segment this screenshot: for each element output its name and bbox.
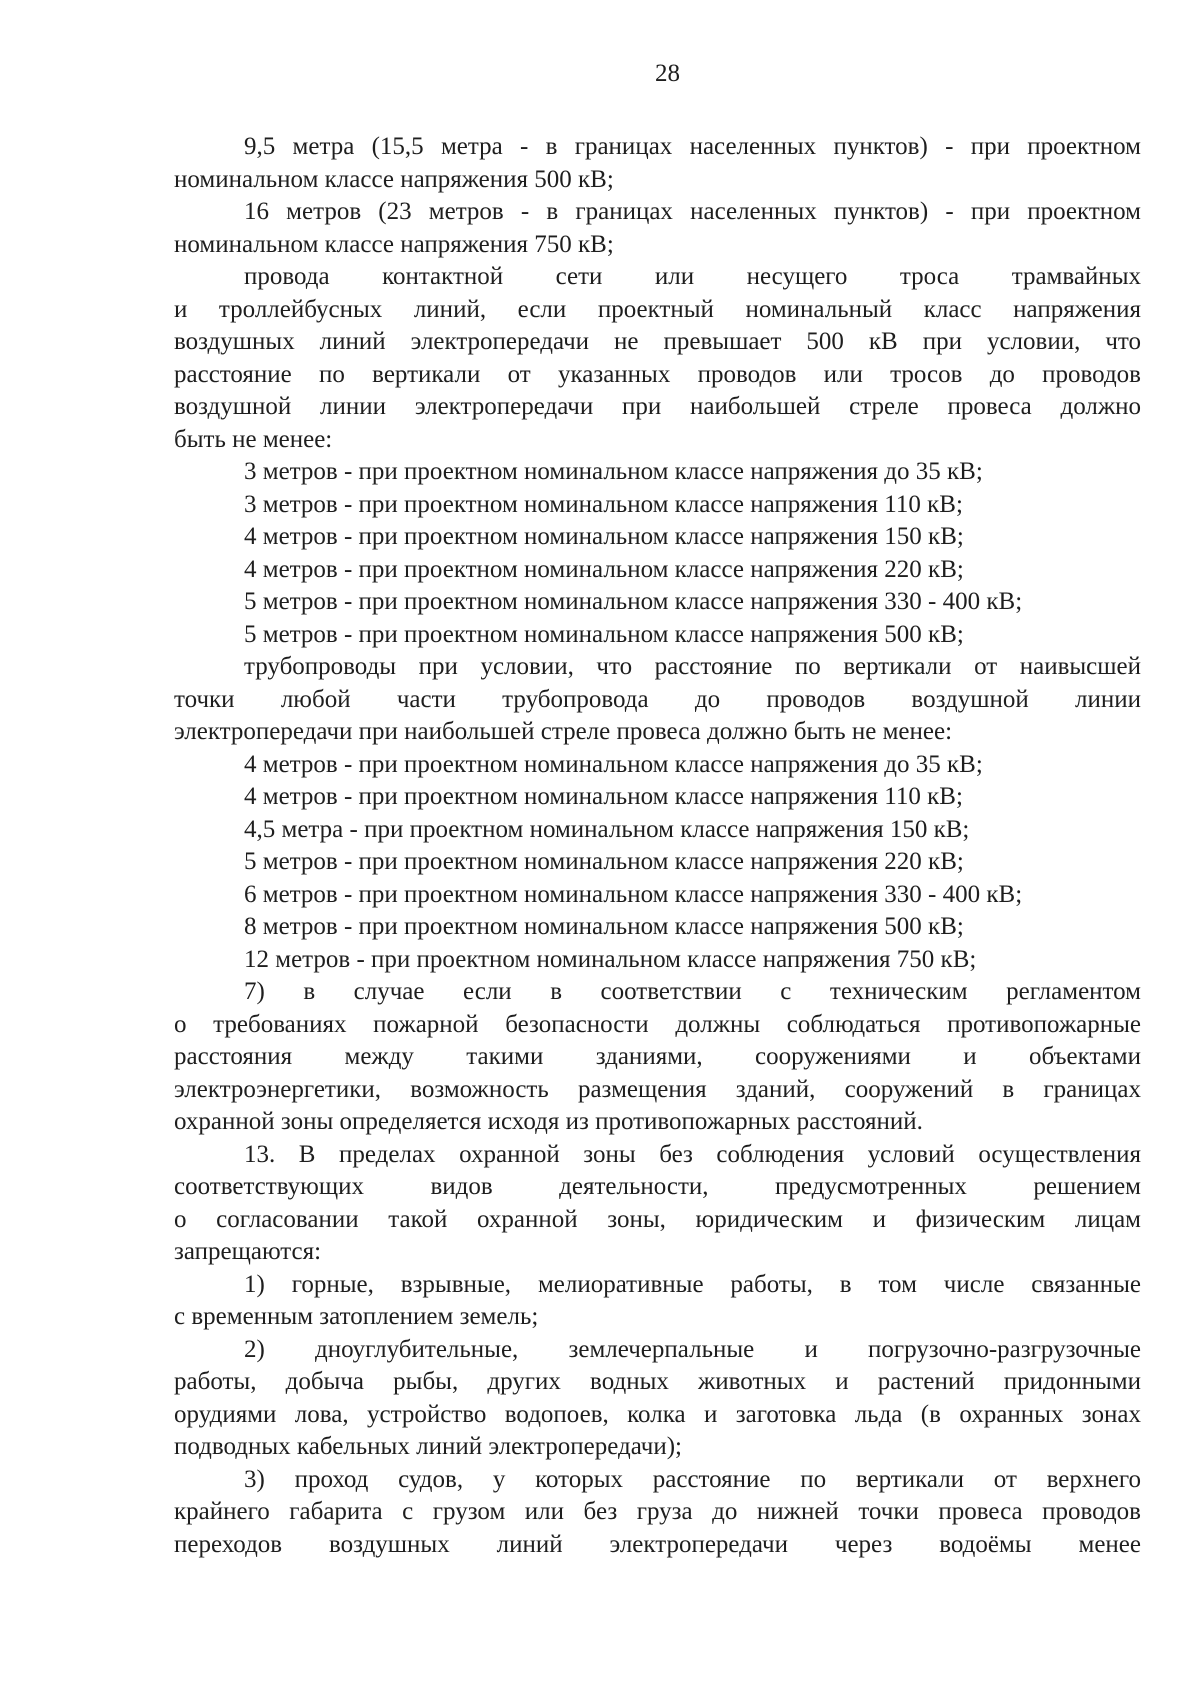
text-line: точки любой части трубопровода до проводов воздушной линии bbox=[174, 685, 1141, 713]
text-line: крайнего габарита с грузом или без груза до нижней точки провеса проводов bbox=[174, 1498, 1141, 1525]
text-line: и троллейбусных линий, если проектный номинальный класс напряжения bbox=[174, 295, 1141, 323]
text-line: 5 метров - при проектном номинальном классе напряжения 500 кВ; bbox=[244, 620, 964, 648]
text-line: работы, добыча рыбы, других водных животных и растений придонными bbox=[174, 1368, 1141, 1395]
text-line: 3 метров - при проектном номинальном классе напряжения до 35 кВ; bbox=[244, 458, 983, 485]
text-line: воздушных линий электропередачи не превышает 500 кВ при условии, что bbox=[174, 328, 1141, 355]
text-line: расстояние по вертикали от указанных проводов или тросов до проводов bbox=[174, 360, 1141, 388]
text-line: 2) дноуглубительные, землечерпальные и погрузочно-разгрузочные bbox=[244, 1335, 1141, 1363]
text-line: о согласовании такой охранной зоны, юридическим и физическим лицам bbox=[174, 1205, 1141, 1233]
text-line: охранной зоны определяется исходя из противопожарных расстояний. bbox=[174, 1108, 923, 1135]
text-line: 4 метров - при проектном номинальном классе напряжения 150 кВ; bbox=[244, 523, 964, 550]
text-line: 5 метров - при проектном номинальном классе напряжения 330 - 400 кВ; bbox=[244, 588, 1023, 615]
text-line: 1) горные, взрывные, мелиоративные работы, в том числе связанные bbox=[244, 1270, 1141, 1298]
text-line: о требованиях пожарной безопасности должны соблюдаться противопожарные bbox=[174, 1010, 1141, 1038]
text-line: провода контактной сети или несущего троса трамвайных bbox=[244, 263, 1141, 290]
text-line: 3) проход судов, у которых расстояние по вертикали от верхнего bbox=[244, 1465, 1141, 1493]
text-line: 8 метров - при проектном номинальном классе напряжения 500 кВ; bbox=[244, 913, 964, 940]
text-line: с временным затоплением земель; bbox=[174, 1303, 539, 1330]
text-line: орудиями лова, устройство водопоев, колка и заготовка льда (в охранных зонах bbox=[174, 1400, 1141, 1428]
text-line: 4 метров - при проектном номинальном классе напряжения 110 кВ; bbox=[244, 783, 963, 810]
text-line: электропередачи при наибольшей стреле провеса должно быть не менее: bbox=[174, 718, 953, 745]
text-line: 3 метров - при проектном номинальном классе напряжения 110 кВ; bbox=[244, 490, 963, 518]
text-line: подводных кабельных линий электропередачи); bbox=[174, 1433, 683, 1460]
text-line: 12 метров - при проектном номинальном классе напряжения 750 кВ; bbox=[244, 945, 977, 973]
text-line: номинальном классе напряжения 500 кВ; bbox=[174, 165, 614, 193]
text-line: электроэнергетики, возможность размещения зданий, сооружений в границах bbox=[174, 1075, 1141, 1103]
text-line: номинальном классе напряжения 750 кВ; bbox=[174, 230, 614, 258]
text-line: 13. В пределах охранной зоны без соблюдения условий осуществления bbox=[244, 1140, 1141, 1168]
text-line: 6 метров - при проектном номинальном классе напряжения 330 - 400 кВ; bbox=[244, 880, 1023, 908]
text-line: трубопроводы при условии, что расстояние по вертикали от наивысшей bbox=[244, 653, 1141, 680]
text-line: 7) в случае если в соответствии с техническим регламентом bbox=[244, 978, 1141, 1005]
text-line: 4,5 метра - при проектном номинальном классе напряжения 150 кВ; bbox=[244, 815, 970, 843]
text-line: соответствующих видов деятельности, предусмотренных решением bbox=[174, 1173, 1141, 1200]
text-line: переходов воздушных линий электропередачи через водоёмы менее bbox=[174, 1530, 1141, 1558]
text-line: расстояния между такими зданиями, сооружениями и объектами bbox=[174, 1043, 1141, 1070]
text-line: воздушной линии электропередачи при наибольшей стреле провеса должно bbox=[174, 393, 1141, 420]
text-line: запрещаются: bbox=[174, 1238, 322, 1265]
text-line: быть не менее: bbox=[174, 425, 333, 453]
text-line: 16 метров (23 метров - в границах населенных пунктов) - при проектном bbox=[244, 198, 1141, 225]
text-line: 9,5 метра (15,5 метра - в границах населенных пунктов) - при проектном bbox=[244, 133, 1141, 160]
text-line: 4 метров - при проектном номинальном классе напряжения 220 кВ; bbox=[244, 555, 964, 583]
text-line: 5 метров - при проектном номинальном классе напряжения 220 кВ; bbox=[244, 848, 964, 875]
page-number: 28 bbox=[655, 60, 680, 87]
text-line: 4 метров - при проектном номинальном классе напряжения до 35 кВ; bbox=[244, 750, 983, 778]
document-body bbox=[174, 131, 1141, 1561]
